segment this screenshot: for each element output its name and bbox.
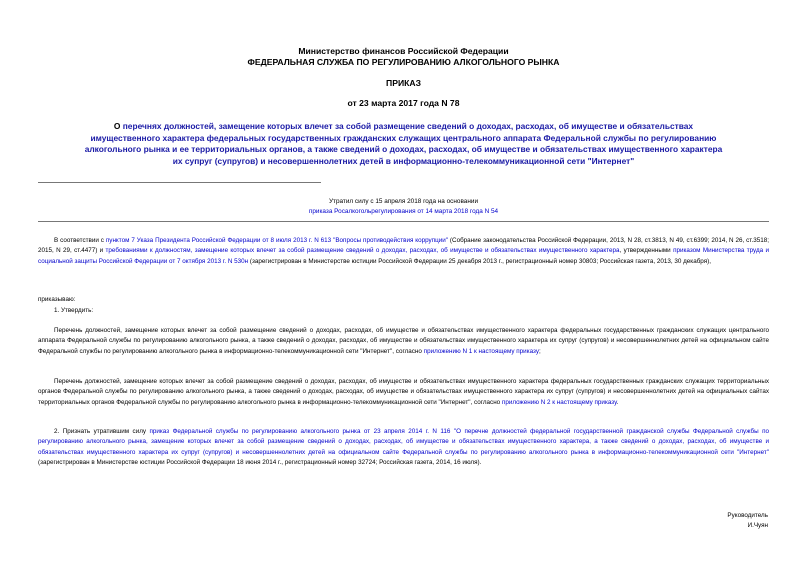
preamble-text-1: В соответствии с xyxy=(54,237,106,244)
list-1-end: ; xyxy=(538,347,541,355)
list-2-end: . xyxy=(616,398,619,406)
preamble-text-4: (зарегистрирован в Министерстве юстиции Российской Федерации 25 декабря 2013 г., регистрационный номер 30803; Российская газета, 2013, 30 декабря), xyxy=(248,257,711,265)
order-word: приказываю: xyxy=(38,296,76,303)
list-item-2 xyxy=(38,377,769,408)
mintrud-order-link[interactable]: приказом Министерства труда и социальной защиты Российской Федерации от 7 октября 2013 г. N 530н xyxy=(38,247,770,265)
service-heading: ФЕДЕРАЛЬНАЯ СЛУЖБА ПО РЕГУЛИРОВАНИЮ АЛКОГОЛЬНОГО РЫНКА xyxy=(247,57,560,67)
item-2-paragraph xyxy=(38,427,769,468)
item-2-end: (зарегистрирован в Министерстве юстиции Российской Федерации 18 июня 2014 г., регистрационный номер 32724; Российская газета, 2014, 16 июля). xyxy=(38,458,482,466)
doc-type-heading: ПРИКАЗ xyxy=(386,78,421,88)
status-note-line2 xyxy=(0,207,807,217)
title-prefix: О xyxy=(113,121,123,131)
signature-role: Руководитель xyxy=(727,512,768,519)
decree-link[interactable]: пунктом 7 Указа Президента Российской Федерации от 8 июля 2013 г. N 613 "Вопросы противодействия коррупции" xyxy=(105,237,448,244)
ministry-heading: Министерство финансов Российской Федерации xyxy=(298,46,509,56)
preamble-text-3: , утвержденными xyxy=(619,247,674,255)
requirements-link[interactable]: требованиями к должностям, замещение которых влечет за собой размещение сведений о доходах, расходах, об имуществе и обязательствах имущественного характера xyxy=(105,247,620,255)
document-title xyxy=(80,121,727,167)
appendix-1-link[interactable]: приложению N 1 к настоящему приказу xyxy=(423,347,539,355)
item-2-text: 2. Признать утратившим силу xyxy=(54,428,150,435)
signature-name: И.Чуян xyxy=(747,522,768,529)
date-number-heading: от 23 марта 2017 года N 78 xyxy=(347,98,460,108)
title-link[interactable]: перечнях должностей, замещение которых влечет за собой размещение сведений о доходах, расходах, об имуществе и обязательствах имущественного характера федеральных государственных гражданских служащих центрального аппарата Федеральной службы по регулированию алкогольного рынка и ее территориальных органов, а также сведений о доходах, расходах, об имуществе и обязательствах имущественного характера их супруг (супругов) и несовершеннолетних детей в информационно-телекоммуникационной сети "Интернет" xyxy=(84,121,723,166)
repealed-order-link[interactable]: приказ Федеральной службы по регулированию алкогольного рынка от 23 апреля 2014 г. N 116 "О перечне должностей федеральной государственной гражданской службы Федеральной службы по регулированию алкогольного рынка, замещение которых влечет за собой размещение сведений о доходах, расходах, об имуществе и обязательствах имущественного характера, а также сведений о доходах, расходах, об имуществе и обязательствах имущественного характера их супруг (супругов) и несовершеннолетних детей на официальном сайте Федеральной службы по регулированию алкогольного рынка в информационно-телекоммуникационной сети "Интернет" xyxy=(38,428,769,456)
item-1: 1. Утвердить: xyxy=(54,307,94,314)
separator-long xyxy=(38,221,769,222)
list-item-1 xyxy=(38,326,769,357)
list-1-text: Перечень должностей, замещение которых влечет за собой размещение сведений о доходах, расходах, об имуществе и обязательствах имущественного характера федеральных государственных гражданских служащих центрального аппарата Федеральной службы по регулированию алкогольного рынка, а также сведений о доходах, расходах, об имуществе и обязательствах имущественного характера их супруг (супругов) и несовершеннолетних детей на официальном сайте Федеральной службы по регулированию алкогольного рынка в информационно-телекоммуникационной сети "Интернет", согласно xyxy=(38,327,769,355)
preamble-text-2: (Собрание законодательства Российской Федерации, 2013, N 28, ст.3813, N 49, ст.6399; 2014, N 26, ст.3518; 2015, N 29, ст.4477) и xyxy=(38,237,769,255)
repeal-order-link[interactable]: приказа Росалкогольрегулирования от 14 марта 2018 года N 54 xyxy=(308,208,499,215)
list-2-text: Перечень должностей, замещение которых влечет за собой размещение сведений о доходах, расходах, об имуществе и обязательствах имущественного характера федеральных государственных гражданских служащих территориальных органов Федеральной службы по регулированию алкогольного рынка, а также сведений о доходах, расходах, об имуществе и обязательствах имущественного характера их супруг (супругов) и несовершеннолетних детей на официальных сайтах территориальных органов Федеральной службы по регулированию алкогольного рынка в информационно-телекоммуникационной сети "Интернет", согласно xyxy=(38,378,769,406)
appendix-2-link[interactable]: приложению N 2 к настоящему приказу xyxy=(501,398,617,406)
preamble-paragraph xyxy=(38,236,769,267)
status-note-line1: Утратил силу с 15 апреля 2018 года на основании xyxy=(328,198,479,205)
separator-short xyxy=(38,182,321,183)
